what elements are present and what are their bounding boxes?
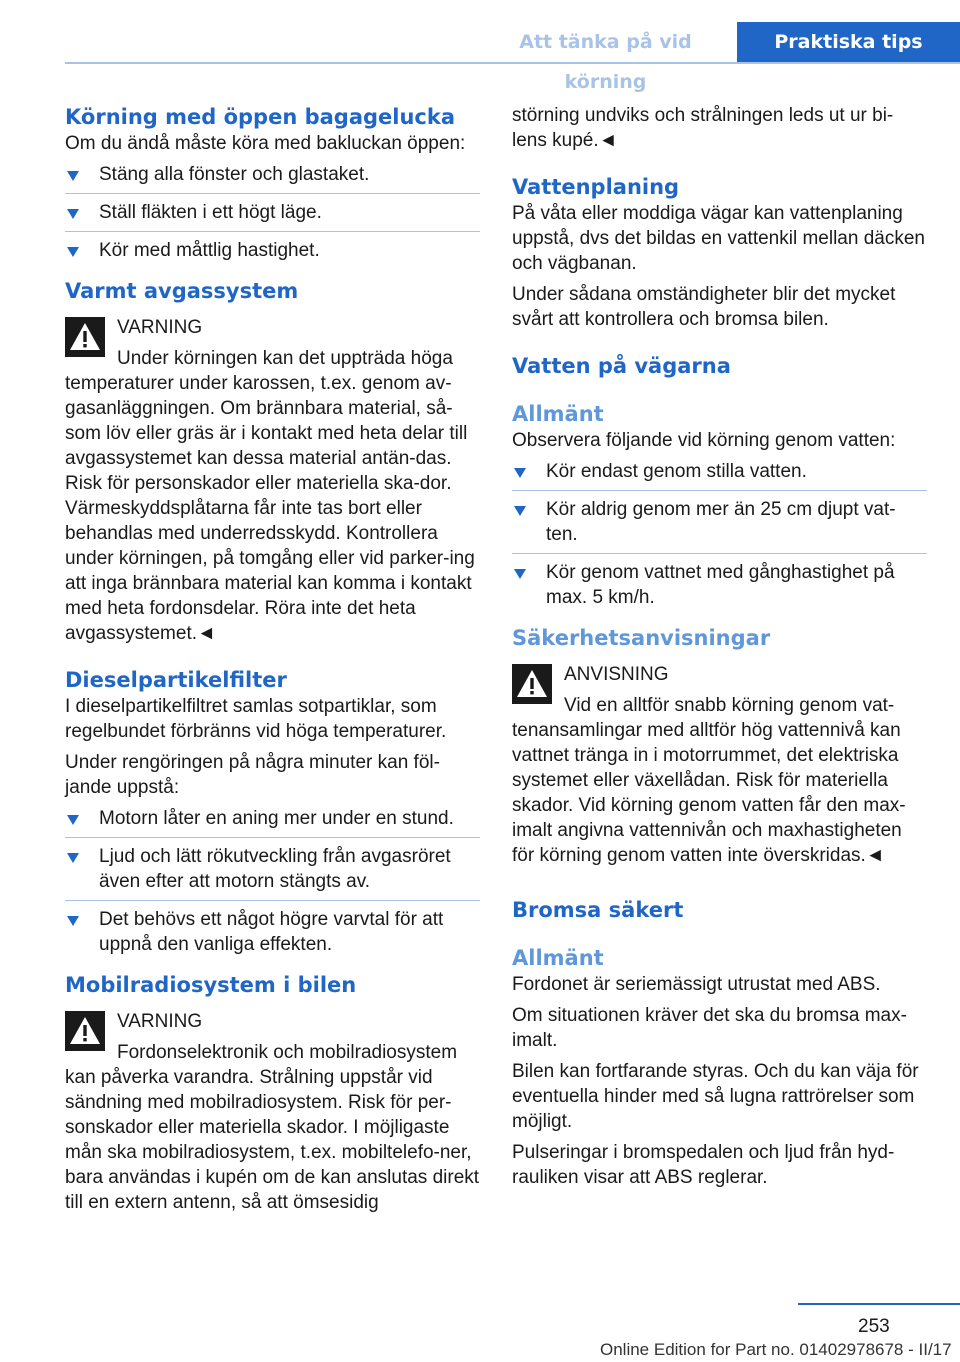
aquaplaning-p1: På våta eller moddiga vägar kan vattenplaning uppstå, dvs det bildas en vattenkil mellan däcken och vägbanan. bbox=[512, 203, 925, 274]
warning-box bbox=[65, 1009, 480, 1215]
heading-water-general: Allmänt bbox=[512, 402, 604, 426]
water-intro: Observera följande vid körning genom vatten: bbox=[512, 430, 896, 451]
list-item: Motorn låter en aning mer under en stund. bbox=[65, 806, 480, 838]
list-item: Det behövs ett något högre varvtal för att uppnå den vanliga effekten. bbox=[65, 907, 480, 963]
list-item: Ljud och lätt rökutveckling från avgasröret även efter att motorn stängts av. bbox=[65, 844, 480, 901]
bullet-triangle-icon bbox=[67, 853, 79, 863]
list-item: Kör med måttlig hastighet. bbox=[65, 238, 480, 269]
diesel-filter-p1: I dieselpartikelfiltret samlas sotpartiklar, som regelbundet förbränns vid höga temperaturer. bbox=[65, 696, 447, 742]
brake-p1: Fordonet är seriemässigt utrustat med ABS. bbox=[512, 974, 881, 995]
notice-lead: Vid en alltför snabb körning genom vat- bbox=[564, 695, 895, 716]
continuation-text: störning undviks och strålningen leds ut ur bi-lens kupé.◄ bbox=[512, 105, 894, 151]
notice-label: ANVISNING bbox=[564, 664, 669, 685]
warning-text: kan påverka varandra. Strålning uppstår vid sändning med mobilradiosystem. Risk för per-sonskador eller materiella skador. I möjligaste mån ska mobilradiosystem, t.ex. mobiltelefo-ner, bara användas i kupén om de kan anslutas direkt till en extern antenn, så att ömsesidig bbox=[65, 1067, 480, 1213]
footer-edition: Online Edition for Part no. 01402978678 - II/17 bbox=[600, 1340, 952, 1359]
aquaplaning-p2: Under sådana omständigheter blir det mycket svårt att kontrollera och bromsa bilen. bbox=[512, 284, 896, 330]
bullet-triangle-icon bbox=[67, 171, 79, 181]
list-item: Kör endast genom stilla vatten. bbox=[512, 459, 927, 491]
warning-text: temperaturer under karossen, t.ex. genom av-gasanläggningen. Om brännbara material, så-som löv eller gräs är i kontakt med heta delar till avgassystemet kan dessa material antän-das. Risk för personskador eller materiella ska-dor. Värmeskyddsplåtarna får inte tas bort eller behandlas med underredsskydd. Kontrollera under körningen, på tomgång eller vid parker-ing att inga brännbara material kan komma i kontakt med heta fordonsdelar. Röra inte det heta avgassystemet.◄ bbox=[65, 373, 475, 644]
heading-safety: Säkerhetsanvisningar bbox=[512, 626, 771, 650]
bullet-triangle-icon bbox=[67, 916, 79, 926]
left-column bbox=[65, 103, 480, 1215]
open-tailgate-list bbox=[65, 162, 480, 269]
warning-lead: Under körningen kan det uppträda höga bbox=[117, 348, 453, 369]
bullet-triangle-icon bbox=[67, 209, 79, 219]
list-item: Kör aldrig genom mer än 25 cm djupt vat-ten. bbox=[512, 497, 927, 554]
warning-triangle-icon bbox=[65, 1011, 105, 1051]
heading-water: Vatten på vägarna bbox=[512, 354, 731, 378]
bullet-triangle-icon bbox=[67, 247, 79, 257]
diesel-filter-list bbox=[65, 806, 480, 963]
right-column bbox=[512, 103, 927, 1190]
warning-box bbox=[65, 315, 480, 646]
notice-box bbox=[512, 662, 927, 868]
list-item: Kör genom vattnet med gånghastighet på max. 5 km/h. bbox=[512, 560, 927, 616]
header-rule bbox=[65, 62, 960, 64]
heading-mobile-radio: Mobilradiosystem i bilen bbox=[65, 973, 357, 997]
footer-rule bbox=[798, 1303, 960, 1305]
heading-open-tailgate: Körning med öppen bagagelucka bbox=[65, 105, 456, 129]
diesel-filter-p2: Under rengöringen på några minuter kan föl-jande uppstå: bbox=[65, 752, 440, 798]
heading-hot-exhaust: Varmt avgassystem bbox=[65, 279, 299, 303]
brake-p4: Pulseringar i bromspedalen och ljud från hyd-rauliken visar att ABS reglerar. bbox=[512, 1142, 895, 1188]
list-item: Stäng alla fönster och glastaket. bbox=[65, 162, 480, 194]
bullet-triangle-icon bbox=[514, 569, 526, 579]
bullet-triangle-icon bbox=[514, 468, 526, 478]
list-item: Ställ fläkten i ett högt läge. bbox=[65, 200, 480, 232]
warning-triangle-icon bbox=[512, 664, 552, 704]
heading-brake: Bromsa säkert bbox=[512, 898, 684, 922]
notice-text: tenansamlingar med alltför hög vattennivå kan vattnet tränga in i motorrummet, det elektriska systemet eller växellådan. Risk för materiella skador. Vid körning genom vatten får den max-imalt angivna vattennivån och maxhastigheten för körning genom vatten inte överskridas.◄ bbox=[512, 720, 906, 866]
heading-diesel-filter: Dieselpartikelfilter bbox=[65, 668, 287, 692]
header-chapter-tab: Praktiska tips bbox=[737, 22, 960, 62]
heading-aquaplaning: Vattenplaning bbox=[512, 175, 680, 199]
header-section-tab: Att tänka på vid körning bbox=[476, 22, 735, 62]
heading-brake-general: Allmänt bbox=[512, 946, 604, 970]
warning-label: VARNING bbox=[117, 317, 203, 338]
page-number: 253 bbox=[858, 1316, 890, 1337]
warning-triangle-icon bbox=[65, 317, 105, 357]
bullet-triangle-icon bbox=[514, 506, 526, 516]
bullet-triangle-icon bbox=[67, 815, 79, 825]
water-list bbox=[512, 459, 927, 616]
warning-label: VARNING bbox=[117, 1011, 203, 1032]
open-tailgate-intro: Om du ändå måste köra med bakluckan öppen: bbox=[65, 133, 466, 154]
brake-p2: Om situationen kräver det ska du bromsa max-imalt. bbox=[512, 1005, 907, 1051]
warning-lead: Fordonselektronik och mobilradiosystem bbox=[117, 1042, 458, 1063]
brake-p3: Bilen kan fortfarande styras. Och du kan väja för eventuella hinder med så lugna rattrörelser som möjligt. bbox=[512, 1061, 919, 1132]
